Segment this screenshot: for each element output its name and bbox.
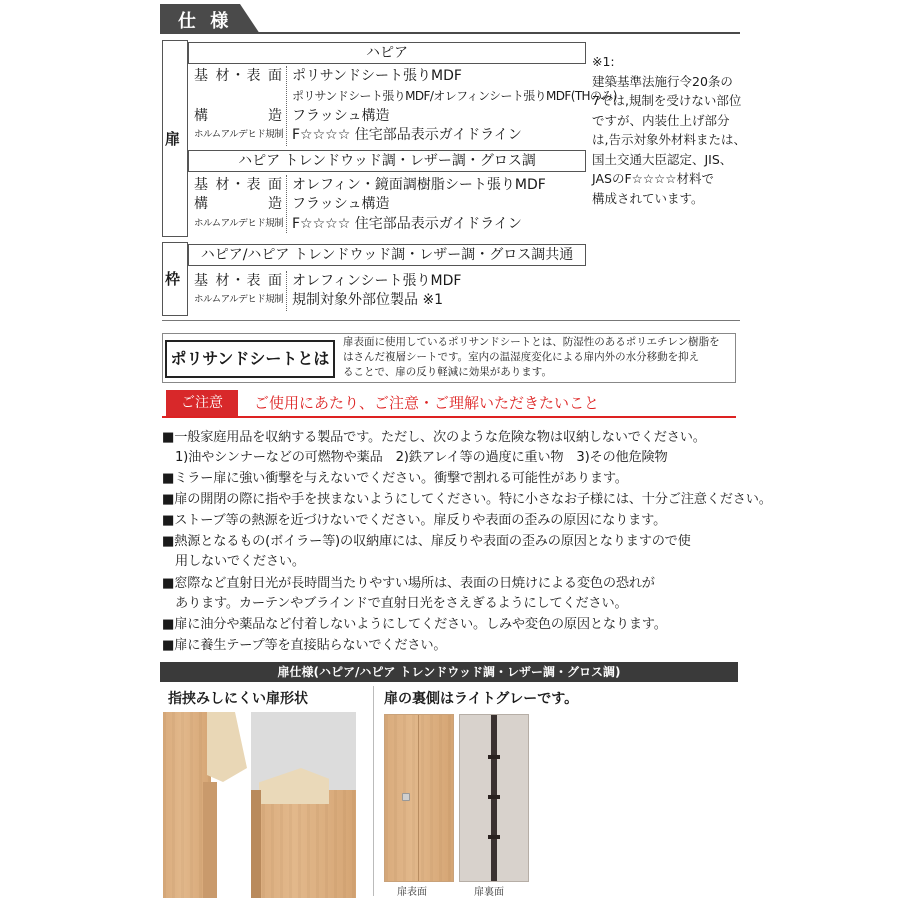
caution-line: 1)油やシンナーなどの可燃物や薬品 2)鉄アレイ等の過度に重い物 3)その他危険物 (162, 450, 668, 465)
trend-title: ハピア トレンドウッド調・レザー調・グロス調 (188, 150, 586, 172)
hapia-title: ハピア (188, 42, 586, 64)
caution-line: ■熱源となるもの(ボイラー等)の収納庫には、扉反りや表面の歪みの原因となりますので使 (162, 534, 691, 549)
hapia-divider (286, 66, 287, 146)
polysand-description: 扉表面に使用しているポリサンドシートとは、防湿性のあるポリエチレン樹脂を はさんだ複層シートです。室内の温湿度変化による扉内外の水分移動を抑え ることで、扉の反り軽減に効果があります。 (343, 336, 720, 378)
door-edge-illustration (163, 712, 356, 898)
header-rule (258, 32, 740, 34)
caution-line: 用しないでください。 (162, 554, 305, 569)
caution-line: ■一般家庭用品を収納する製品です。ただし、次のような危険な物は収納しないでください。 (162, 430, 706, 445)
caution-line: あります。カーテンやブラインドで直射日光をさえぎるようにしてください。 (162, 596, 628, 611)
frame-title: ハピア/ハピア トレンドウッド調・レザー調・グロス調共通 (188, 244, 586, 266)
back-label: 扉裏面 (474, 887, 504, 898)
section-header (160, 4, 740, 34)
header-title: 仕 様 (178, 11, 233, 32)
caution-line: ■扉の開閉の際に指や手を挟まないようにしてください。特に小さなお子様には、十分ご注意ください。 (162, 492, 772, 507)
trend-divider (286, 175, 287, 233)
caution-line: ■ストーブ等の熱源を近づけないでください。扉反りや表面の歪みの原因になります。 (162, 513, 667, 528)
right-caption: 扉の裏側はライトグレーです。 (384, 691, 579, 707)
section-bottom-rule (162, 320, 740, 321)
door-back-image (459, 714, 529, 882)
regulation-note: ※1: 建築基準法施行令20条の 7では,規制を受けない部位 ですが、内装仕上げ部分 は,告示対象外材料または、 国土交通大臣認定、JIS、 JASのF☆☆☆☆材料で 構成されています。 (592, 54, 746, 206)
caution-header (162, 390, 736, 418)
left-caption: 指挟みしにくい扉形状 (168, 691, 308, 707)
caution-line: ■扉に養生テープ等を直接貼らないでください。 (162, 638, 447, 653)
door-spec-band: 扉仕様(ハピア/ハピア トレンドウッド調・レザー調・グロス調) (160, 662, 738, 682)
door-front-image (384, 714, 454, 882)
frame-side-label: 枠 (165, 270, 181, 288)
polysand-info-box (162, 333, 736, 383)
frame-divider (286, 271, 287, 311)
caution-line: ■ミラー扉に強い衝撃を与えないでください。衝撃で割れる可能性があります。 (162, 471, 628, 486)
door-side-label: 扉 (165, 130, 181, 148)
door-handle-icon (402, 793, 410, 801)
caution-message: ご使用にあたり、ご注意・ご理解いただきたいこと (254, 394, 600, 412)
caution-line: ■窓際など直射日光が長時間当たりやすい場所は、表面の日焼けによる変色の恐れが (162, 576, 655, 591)
caution-line: ■扉に油分や薬品など付着しないようにしてください。しみや変色の原因となります。 (162, 617, 667, 632)
front-label: 扉表面 (397, 887, 427, 898)
caution-label: ご注意 (166, 390, 238, 416)
caption-divider (373, 686, 374, 896)
polysand-label: ポリサンドシートとは (165, 340, 335, 378)
